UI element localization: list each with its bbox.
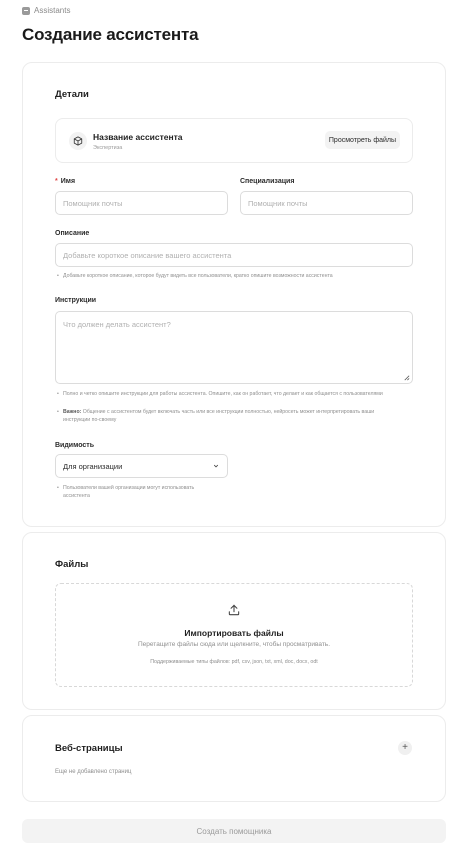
instructions-hint: • Полно и четко опишите инструкции для работы ассистента. Опишите, как он работает, что делает и как общается с пользователями (55, 391, 385, 399)
visibility-label: Видимость (55, 442, 94, 449)
assistant-name: Название ассистента (93, 132, 183, 142)
web-pages-empty: Еще не добавлено страниц (55, 769, 132, 775)
resize-grip-icon[interactable] (403, 374, 410, 381)
description-label: Описание (55, 230, 90, 237)
page-title: Создание ассистента (22, 25, 199, 44)
supported-types: Поддерживаемые типы файлов: pdf, csv, json, txt, xml, doc, docx, odt (150, 659, 318, 665)
name-input[interactable]: Помощник почты (55, 191, 228, 215)
visibility-select[interactable] (55, 454, 228, 478)
add-page-button[interactable] (398, 741, 412, 755)
details-card (22, 62, 446, 527)
import-subtitle: Перетащите файлы сюда или щелкните, чтобы просматривать. (138, 641, 330, 648)
plus-icon: + (402, 742, 408, 753)
name-label: * Имя (55, 178, 76, 185)
web-pages-title: Веб-страницы (55, 743, 123, 754)
create-assistant-button[interactable]: Создать помощника (22, 819, 446, 843)
description-hint: • Добавьте короткое описание, которое будут видеть все пользователи, кратко опишите возможности ассистента (55, 273, 415, 281)
cube-icon (69, 132, 87, 150)
assistant-icon (22, 7, 30, 15)
assistant-subtitle: Экспертиза (93, 145, 123, 151)
description-input[interactable]: Добавьте короткое описание вашего ассистента (55, 243, 413, 267)
instructions-textarea[interactable] (55, 311, 413, 384)
instructions-important-hint: • Важно: Общение с ассистентом будет включать часть или все инструкции полностью, нейросеть может интерпретировать ваши инструкции по-своему (55, 409, 385, 424)
details-title: Детали (55, 89, 89, 100)
file-dropzone[interactable] (55, 583, 413, 687)
specialization-input[interactable]: Помощник почты (240, 191, 413, 215)
breadcrumb[interactable] (22, 6, 70, 15)
chevron-down-icon (213, 463, 219, 469)
files-title: Файлы (55, 559, 89, 570)
assistant-preview (55, 118, 413, 163)
files-card (22, 532, 446, 710)
instructions-placeholder: Что должен делать ассистент? (63, 320, 171, 329)
import-title: Импортировать файлы (184, 628, 284, 638)
breadcrumb-label[interactable]: Assistants (34, 6, 71, 15)
specialization-label: Специализация (240, 178, 295, 185)
web-pages-card (22, 715, 446, 802)
visibility-hint: • Пользователи вашей организации могут использовать ассистента (55, 485, 205, 500)
upload-icon (227, 603, 241, 617)
visibility-value: Для организации (63, 461, 123, 471)
view-files-button[interactable]: Просмотреть файлы (325, 131, 400, 149)
instructions-label: Инструкции (55, 297, 97, 304)
